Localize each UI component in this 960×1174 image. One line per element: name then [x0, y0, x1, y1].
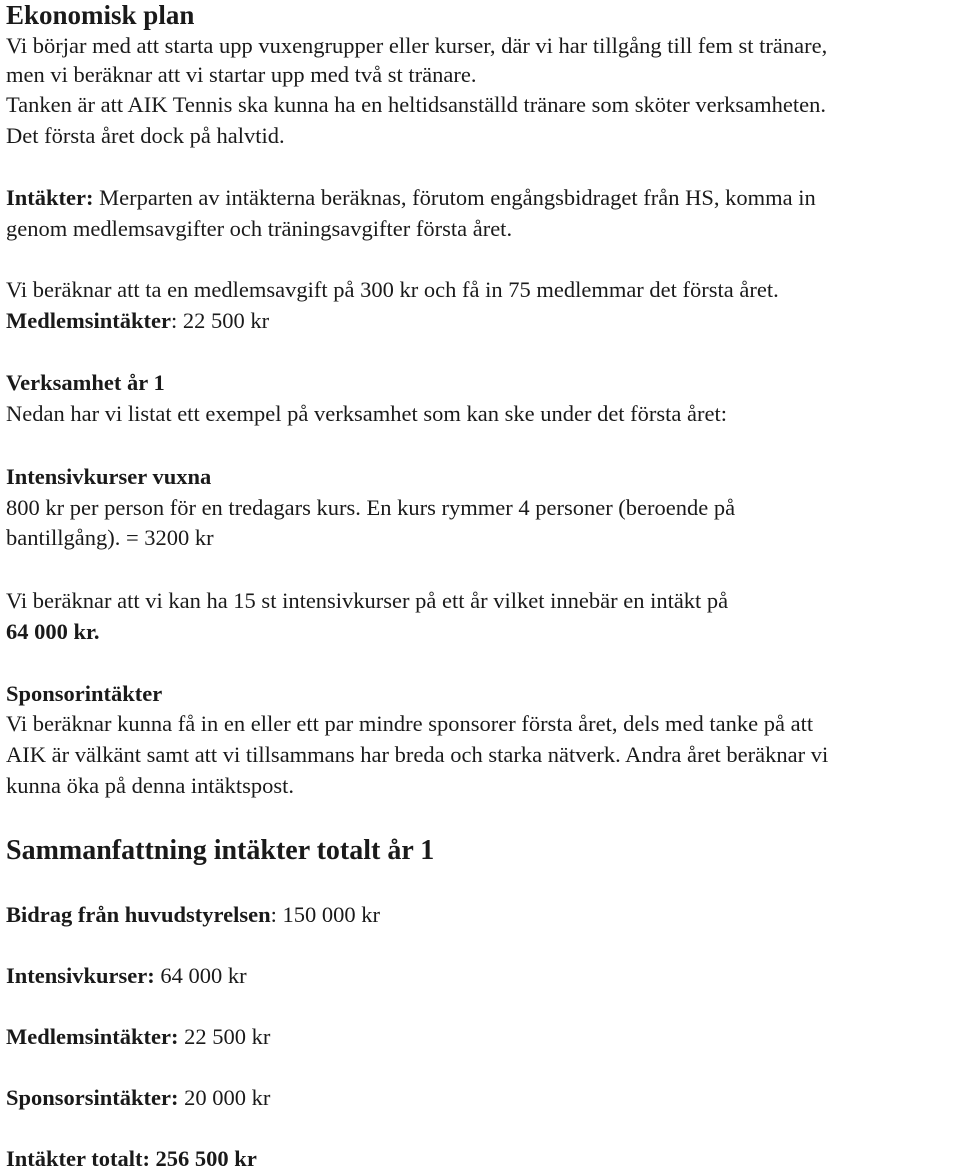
verksamhet-text: Nedan har vi listat ett exempel på verksamhet som kan ske under det första året:: [6, 401, 727, 426]
medlem-value: : 22 500 kr: [170, 308, 270, 333]
verksamhet-heading: Verksamhet år 1: [6, 370, 165, 395]
summary-item: [6, 961, 247, 991]
summary-item-value: : 150 000 kr: [270, 902, 381, 927]
summary-item: [6, 1083, 270, 1113]
summary-item-label: Intensivkurser:: [6, 963, 155, 988]
intensiv-line-1: 800 kr per person för en tredagars kurs. En kurs rymmer 4 personer (beroende på: [6, 495, 736, 520]
intensiv-line-3: Vi beräknar att vi kan ha 15 st intensivkurser på ett år vilket innebär en intäkt på: [6, 588, 729, 613]
intakter-paragraph-line-2: genom medlemsavgifter och träningsavgifter första året.: [6, 216, 513, 241]
intakter-label: Intäkter:: [6, 185, 94, 210]
summary-item-value: 20 000 kr: [178, 1085, 271, 1110]
sponsor-line-1: Vi beräknar kunna få in en eller ett par mindre sponsorer första året, dels med tanke på att: [6, 711, 814, 736]
intro-line-1: Vi börjar med att starta upp vuxengrupper eller kurser, där vi har tillgång till fem st tränare,: [6, 33, 828, 58]
summary-item-value: 64 000 kr: [154, 963, 247, 988]
medlem-line-1: Vi beräknar att ta en medlemsavgift på 300 kr och få in 75 medlemmar det första året.: [6, 277, 779, 302]
summary-item: [6, 1022, 270, 1052]
intensiv-total: 64 000 kr.: [6, 619, 100, 644]
summary-item-value: 22 500 kr: [178, 1024, 271, 1049]
summary-total-label: Intäkter totalt: 256 500 kr: [6, 1146, 257, 1171]
sponsor-line-3: kunna öka på denna intäktspost.: [6, 773, 295, 798]
intensiv-line-4: [6, 617, 100, 647]
intensiv-line-2: bantillgång). = 3200 kr: [6, 525, 214, 550]
summary-item-label: Sponsorsintäkter:: [6, 1085, 179, 1110]
summary-item-label: Medlemsintäkter:: [6, 1024, 179, 1049]
intakter-text-1: Merparten av intäkterna beräknas, förutom engångsbidraget från HS, komma in: [93, 185, 816, 210]
summary-item: [6, 900, 380, 930]
page-title: Ekonomisk plan: [6, 0, 195, 30]
medlem-label: Medlemsintäkter: [6, 308, 171, 333]
summary-item-label: Bidrag från huvudstyrelsen: [6, 902, 271, 927]
sponsor-line-2: AIK är välkänt samt att vi tillsammans har breda och starka nätverk. Andra året beräknar vi: [6, 742, 829, 767]
intakter-paragraph-line-1: [6, 183, 816, 213]
summary-heading: Sammanfattning intäkter totalt år 1: [6, 835, 435, 866]
sponsor-heading: Sponsorintäkter: [6, 681, 163, 706]
intro-line-4: Det första året dock på halvtid.: [6, 123, 285, 148]
intro-line-2: men vi beräknar att vi startar upp med två st tränare.: [6, 62, 477, 87]
intro-line-3: Tanken är att AIK Tennis ska kunna ha en heltidsanställd tränare som sköter verksamheten.: [6, 92, 826, 117]
intensiv-heading: Intensivkurser vuxna: [6, 464, 212, 489]
medlem-line-2: [6, 306, 269, 336]
